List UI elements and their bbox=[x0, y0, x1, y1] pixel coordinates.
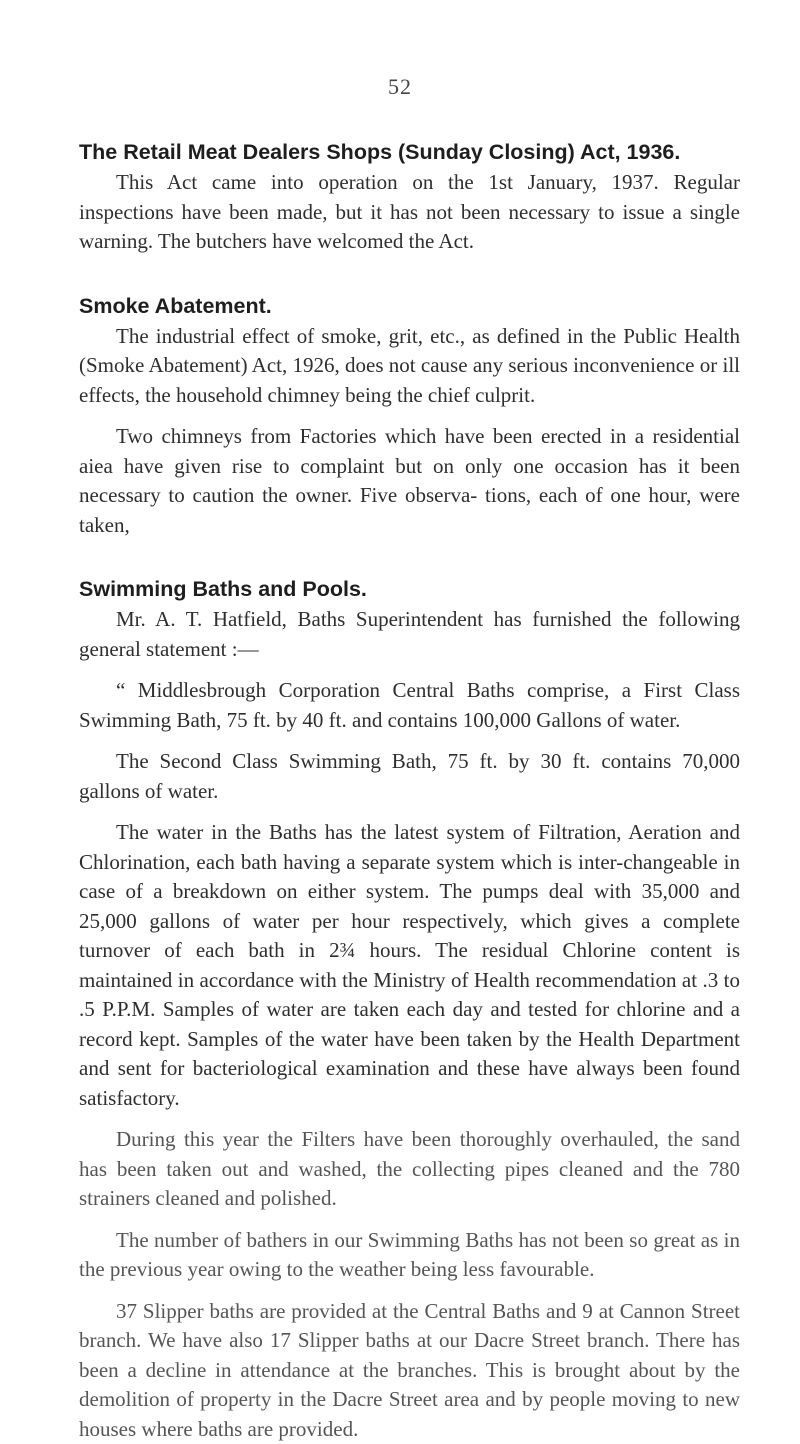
paragraph: This Act came into operation on the 1st January, 1937. Regular inspections have been made, but it has not been necessary to issue a single warning. The butchers have welcomed the Act. bbox=[79, 168, 740, 257]
paragraph: The industrial effect of smoke, grit, etc., as defined in the Public Health (Smoke Abatement) Act, 1926, does not cause any serious inconvenience or ill effects, the household chimney being the chief culprit. bbox=[79, 322, 740, 411]
section-heading: The Retail Meat Dealers Shops (Sunday Closing) Act, 1936. bbox=[79, 138, 740, 166]
section-meat-dealers-act bbox=[79, 138, 740, 257]
paragraph: Mr. A. T. Hatfield, Baths Superintendent has furnished the following general statement :— bbox=[79, 605, 740, 664]
section-smoke-abatement bbox=[79, 292, 740, 541]
paragraph: The number of bathers in our Swimming Baths has not been so great as in the previous year owing to the weather being less favourable. bbox=[79, 1226, 740, 1285]
paragraph: “ Middlesbrough Corporation Central Baths comprise, a First Class Swimming Bath, 75 ft. by 40 ft. and contains 100,000 Gallons of water. bbox=[79, 676, 740, 735]
paragraph: Two chimneys from Factories which have been erected in a residential aiea have given rise to complaint but on only one occasion has it been necessary to caution the owner. Five observa- tions, each of one hour, were taken, bbox=[79, 422, 740, 540]
section-heading: Smoke Abatement. bbox=[79, 292, 740, 320]
section-swimming-baths bbox=[79, 575, 740, 1444]
section-heading: Swimming Baths and Pools. bbox=[79, 575, 740, 603]
paragraph: 37 Slipper baths are provided at the Central Baths and 9 at Cannon Street branch. We have also 17 Slipper baths at our Dacre Street branch. There has been a decline in attendance at the branches. This is brought about by the demolition of property in the Dacre Street area and by people moving to new houses where baths are provided. bbox=[79, 1297, 740, 1444]
paragraph: The Second Class Swimming Bath, 75 ft. by 30 ft. contains 70,000 gallons of water. bbox=[79, 747, 740, 806]
paragraph: During this year the Filters have been thoroughly overhauled, the sand has been taken out and washed, the collecting pipes cleaned and the 780 strainers cleaned and polished. bbox=[79, 1125, 740, 1214]
page-number: 52 bbox=[0, 74, 800, 100]
paragraph: The water in the Baths has the latest system of Filtration, Aeration and Chlorination, each bath having a separate system which is inter-changeable in case of a breakdown on either system. The pumps deal with 35,000 and 25,000 gallons of water per hour respectively, which gives a complete turnover of each bath in 2¾ hours. The residual Chlorine content is maintained in accordance with the Ministry of Health recommendation at .3 to .5 P.P.M. Samples of water are taken each day and tested for chlorine and a record kept. Samples of the water have been taken by the Health Department and sent for bacteriological examination and these have always been found satisfactory. bbox=[79, 818, 740, 1113]
